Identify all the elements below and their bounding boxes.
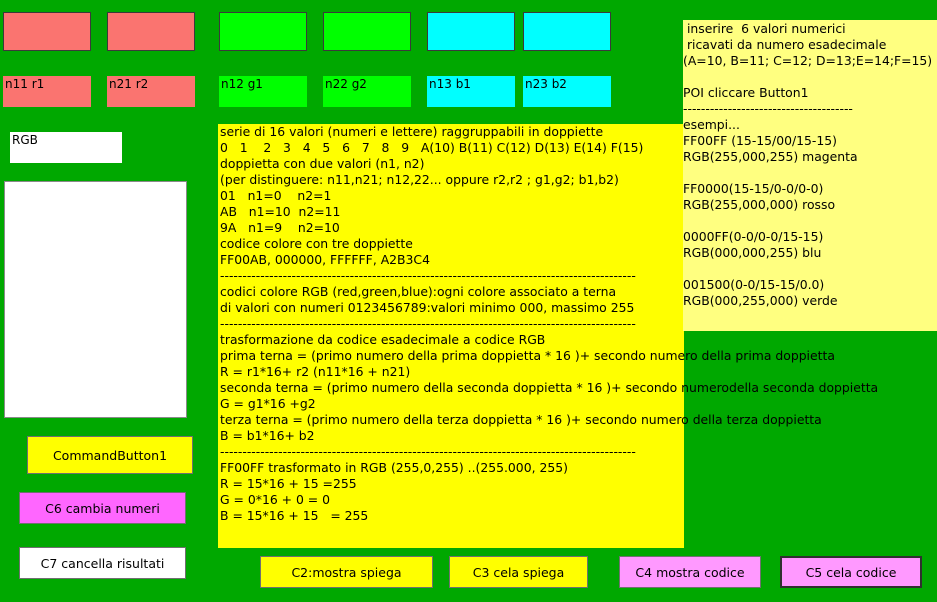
rgb-label: RGB <box>10 132 122 163</box>
c3-hide-explanation-button[interactable]: C3 cela spiega <box>449 556 588 588</box>
b2-input[interactable] <box>523 12 611 51</box>
g2-label: n22 g2 <box>323 76 411 107</box>
c2-show-explanation-button[interactable]: C2:mostra spiega <box>260 556 433 588</box>
r1-input[interactable] <box>3 12 91 51</box>
instructions-panel: inserire 6 valori numerici ricavati da numero esadecimale (A=10, B=11; C=12; D=13;E=14;F=15) POI cliccare Button1 -------------------------------------- esempi... FF00FF (15-15/00/15-15) RGB(255,000,255) magenta FF0000(15-15/0-0/0-0) RGB(255,000,000) rosso 0000FF(0-0/0-0/15-15) RGB(000,000,255) blu 001500(0-0/15-15/0.0) RGB(000,255,000) verde <box>683 20 937 331</box>
b1-label: n13 b1 <box>427 76 515 107</box>
command-button-1[interactable]: CommandButton1 <box>27 436 193 474</box>
r2-label: n21 r2 <box>107 76 195 107</box>
explanation-panel: serie di 16 valori (numeri e lettere) raggruppabili in doppiette 0 1 2 3 4 5 6 7 8 9 A(10) B(11) C(12) D(13) E(14) F(15) doppietta con due valori (n1, n2) (per distinguere: n11,n21; n12,22... oppure r2,r2 ; g1,g2; b1,b2) 01 n1=0 n2=1 AB n1=10 n2=11 9A n1=9 n2=10 codice colore con tre doppiette FF00AB, 000000, FFFFFF, A2B3C4 --------------------------------------------------------------------------------------------- codici colore RGB (red,green,blue):ogni colore associato a terna di valori con numeri 0123456789:valori minimo 000, massimo 255 --------------------------------------------------------------------------------------------- trasformazione da codice esadecimale a codice RGB prima terna = (primo numero della prima doppietta * 16 )+ secondo numero della prima doppietta R = r1*16+ r2 (n11*16 + n21) seconda terna = (primo numero della seconda doppietta * 16 )+ secondo numerodella seconda doppietta G = g1*16 +g2 terza terna = (primo numero della terza doppietta * 16 )+ secondo numero della terza doppietta B = b1*16+ b2 --------------------------------------------------------------------------------------------- FF00FF trasformato in RGB (255,0,255) ..(255.000, 255) R = 15*16 + 15 =255 G = 0*16 + 0 = 0 B = 15*16 + 15 = 255 <box>218 124 684 548</box>
c4-show-code-button[interactable]: C4 mostra codice <box>619 556 761 588</box>
c5-hide-code-button[interactable]: C5 cela codice <box>780 556 922 588</box>
g1-label: n12 g1 <box>219 76 307 107</box>
c7-clear-results-button[interactable]: C7 cancella risultati <box>19 547 186 579</box>
g1-input[interactable] <box>219 12 307 51</box>
r1-label: n11 r1 <box>3 76 91 107</box>
results-textarea[interactable] <box>4 181 187 418</box>
c6-change-numbers-button[interactable]: C6 cambia numeri <box>19 492 186 524</box>
b1-input[interactable] <box>427 12 515 51</box>
b2-label: n23 b2 <box>523 76 611 107</box>
r2-input[interactable] <box>107 12 195 51</box>
g2-input[interactable] <box>323 12 411 51</box>
